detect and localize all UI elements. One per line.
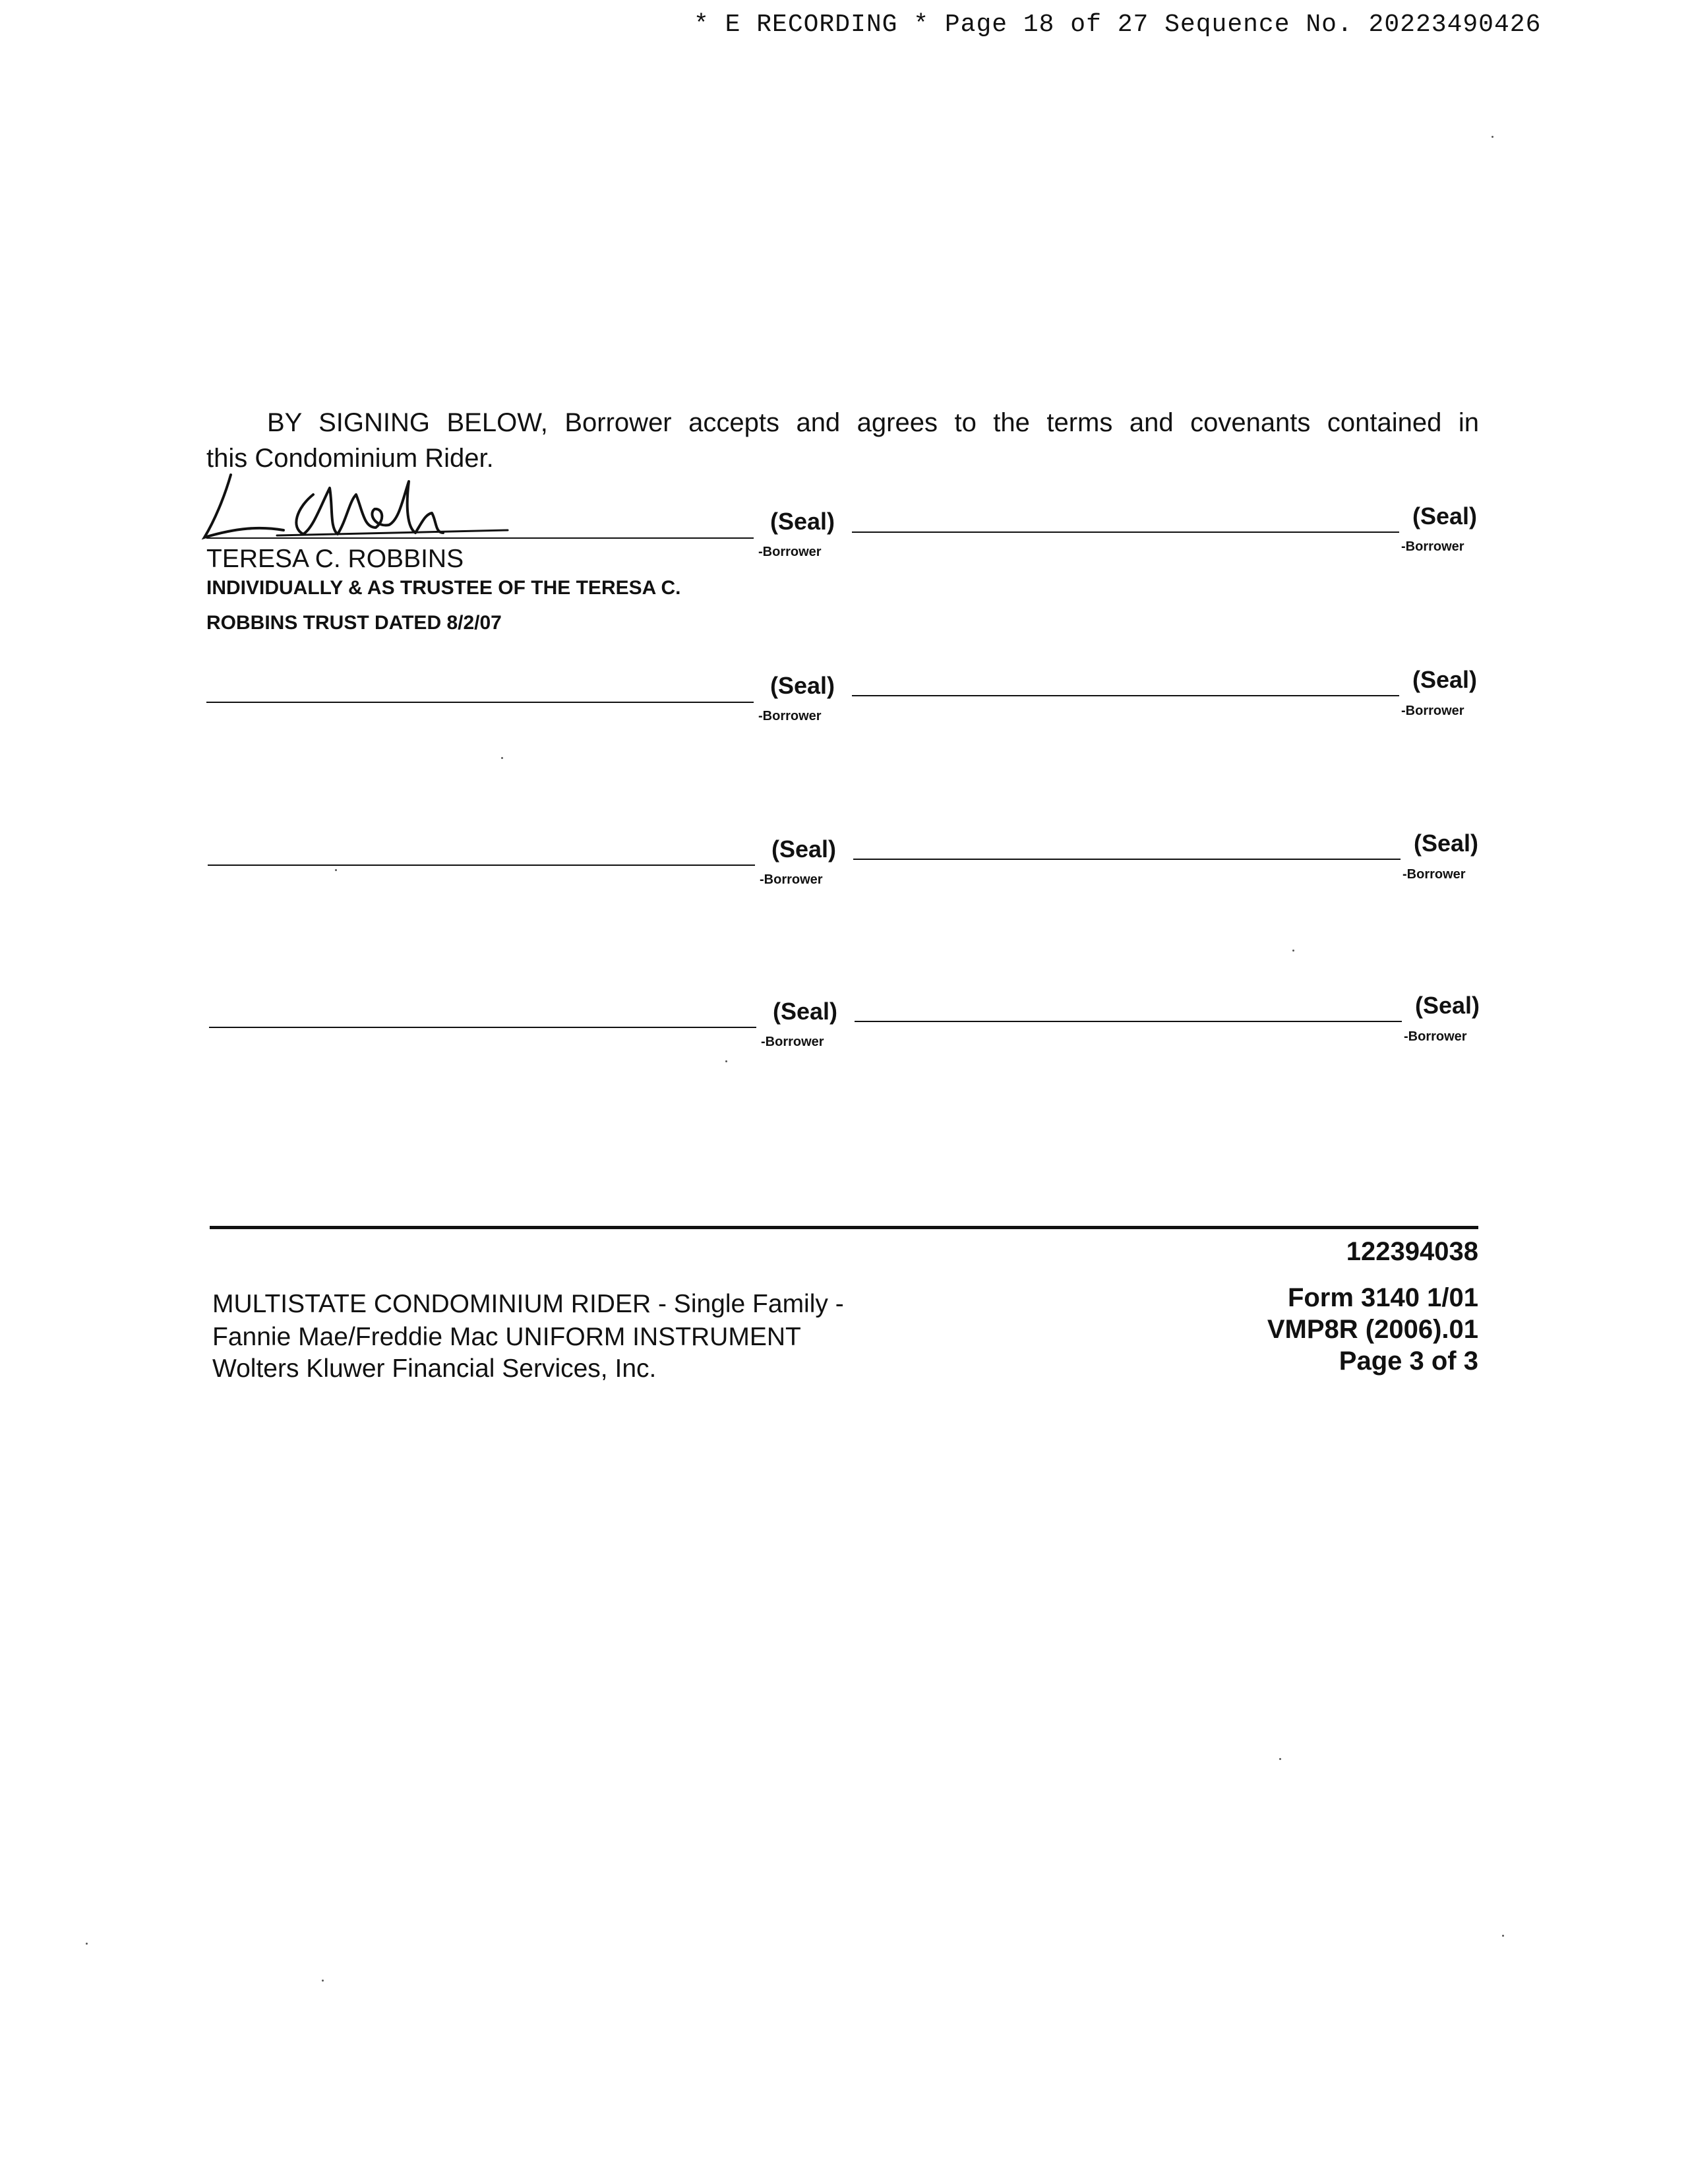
signature-line-4-left [209, 1027, 756, 1028]
seal-label: (Seal) [773, 998, 838, 1025]
scan-speck [1279, 1758, 1281, 1760]
vmp-code: VMP8R (2006).01 [1267, 1315, 1478, 1344]
recording-stamp: * E RECORDING * Page 18 of 27 Sequence No. 20223490426 [694, 11, 1542, 39]
seal-label: (Seal) [1412, 502, 1478, 530]
borrower-label: -Borrower [758, 709, 822, 723]
footer-rule [210, 1226, 1478, 1229]
signature-line-1-right [852, 531, 1399, 533]
borrower-signature-image [198, 462, 541, 547]
borrower-label: -Borrower [1401, 704, 1464, 718]
borrower-label: -Borrower [760, 872, 823, 887]
scan-speck [86, 1943, 88, 1945]
signer-name: TERESA C. ROBBINS [206, 545, 464, 573]
borrower-label: -Borrower [761, 1035, 824, 1049]
loan-number: 122394038 [1346, 1237, 1478, 1266]
form-title-line-3: Wolters Kluwer Financial Services, Inc. [212, 1354, 657, 1383]
seal-label: (Seal) [770, 508, 835, 535]
agreement-line-2: this Condominium Rider. [206, 444, 494, 473]
borrower-label: -Borrower [1402, 867, 1466, 882]
form-number: Form 3140 1/01 [1287, 1283, 1478, 1312]
scan-speck [1292, 950, 1294, 952]
signature-line-4-right [855, 1021, 1402, 1022]
scan-speck [322, 1980, 324, 1982]
signature-line-1-left [206, 537, 754, 539]
borrower-label: -Borrower [1404, 1029, 1467, 1044]
seal-label: (Seal) [1412, 666, 1478, 693]
page-label: Page 3 of 3 [1339, 1347, 1478, 1376]
seal-label: (Seal) [1415, 992, 1480, 1019]
scan-speck [335, 869, 337, 871]
scan-speck [501, 757, 503, 759]
signature-line-3-left [208, 864, 755, 866]
form-title-line-1: MULTISTATE CONDOMINIUM RIDER - Single Family - [212, 1290, 844, 1318]
signer-capacity-line-2: ROBBINS TRUST DATED 8/2/07 [206, 612, 502, 634]
scan-speck [725, 1060, 727, 1062]
signature-line-3-right [853, 859, 1401, 860]
signature-line-2-left [206, 702, 754, 703]
signer-capacity-line-1: INDIVIDUALLY & AS TRUSTEE OF THE TERESA C. [206, 577, 681, 599]
signature-line-2-right [852, 695, 1399, 696]
form-title-line-2: Fannie Mae/Freddie Mac UNIFORM INSTRUMENT [212, 1323, 801, 1351]
borrower-label: -Borrower [758, 545, 822, 559]
seal-label: (Seal) [770, 672, 835, 699]
seal-label: (Seal) [771, 835, 837, 863]
agreement-line-1: BY SIGNING BELOW, Borrower accepts and agrees to the terms and covenants contained in [267, 408, 1479, 437]
scan-speck [1502, 1935, 1504, 1937]
seal-label: (Seal) [1414, 830, 1479, 857]
borrower-label: -Borrower [1401, 539, 1464, 554]
scan-speck [1492, 136, 1493, 138]
